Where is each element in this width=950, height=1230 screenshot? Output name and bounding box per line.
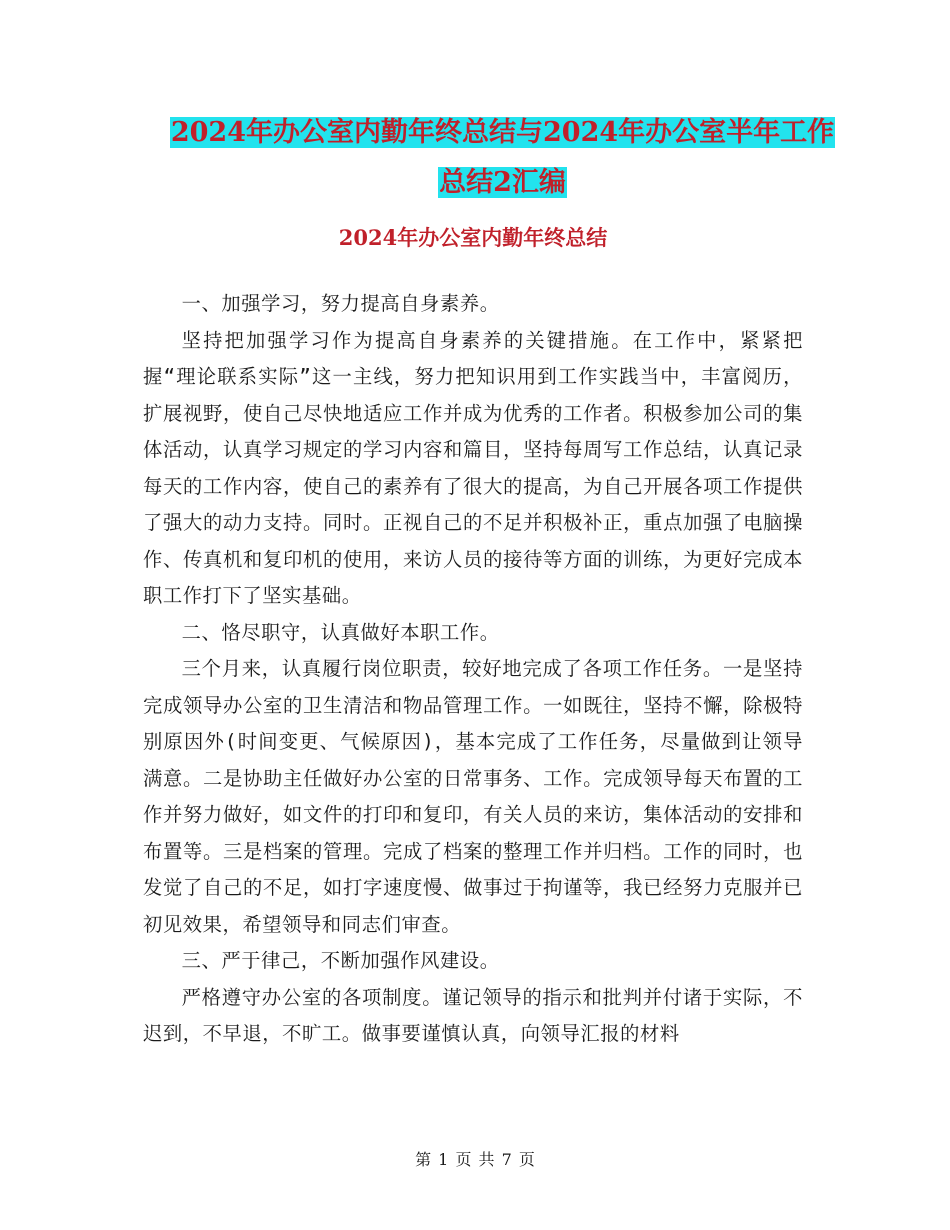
- heading-paragraph-2: 二、恪尽职守，认真做好本职工作。: [181, 620, 500, 644]
- title-line-2: 总结2汇编: [439, 167, 566, 198]
- body-paragraph-1: 坚持把加强学习作为提高自身素养的关键措施。在工作中，紧紧把握“理论联系实际”这一主线，努力把知识用到工作实践当中，丰富阅历，扩展视野，使自己尽快地适应工作并成为优秀的工作者。积极参加公司的集体活动，认真学习规定的学习内容和篇目，坚持每周写工作总结，认真记录每天的工作内容，使自己的素养有了很大的提高，为自己开展各项工作提供了强大的动力支持。同时。正视自己的不足并积极补正，重点加强了电脑操作、传真机和复印机的使用，来访人员的接待等方面的训练，为更好完成本职工作打下了坚实基础。: [143, 328, 803, 607]
- body-paragraph-3: 严格遵守办公室的各项制度。谨记领导的指示和批判并付诸于实际，不迟到，不早退，不旷工。做事要谨慎认真，向领导汇报的材料: [143, 985, 803, 1045]
- body-text: [143, 286, 803, 1053]
- document-title: [130, 108, 875, 208]
- heading-paragraph-1: 一、加强学习，努力提高自身素养。: [181, 292, 500, 315]
- page-footer: 第 1 页 共 7 页: [415, 1150, 535, 1169]
- section-title: 2024年办公室内勤年终总结: [338, 225, 608, 250]
- title-line-1: 2024年办公室内勤年终总结与2024年办公室半年工作: [170, 117, 835, 148]
- heading-paragraph-3: 三、严于律己，不断加强作风建设。: [181, 949, 500, 972]
- body-paragraph-2: 三个月来，认真履行岗位职责，较好地完成了各项工作任务。一是坚持完成领导办公室的卫生清洁和物品管理工作。一如既往，坚持不懈，除极特别原因外(时间变更、气候原因)，基本完成了工作任务，尽量做到让领导满意。二是协助主任做好办公室的日常事务、工作。完成领导每天布置的工作并努力做好，如文件的打印和复印，有关人员的来访，集体活动的安排和布置等。三是档案的管理。完成了档案的整理工作并归档。工作的同时，也发觉了自己的不足，如打字速度慢、做事过于拘谨等，我已经努力克服并已初见效果，希望领导和同志们审查。: [143, 657, 803, 936]
